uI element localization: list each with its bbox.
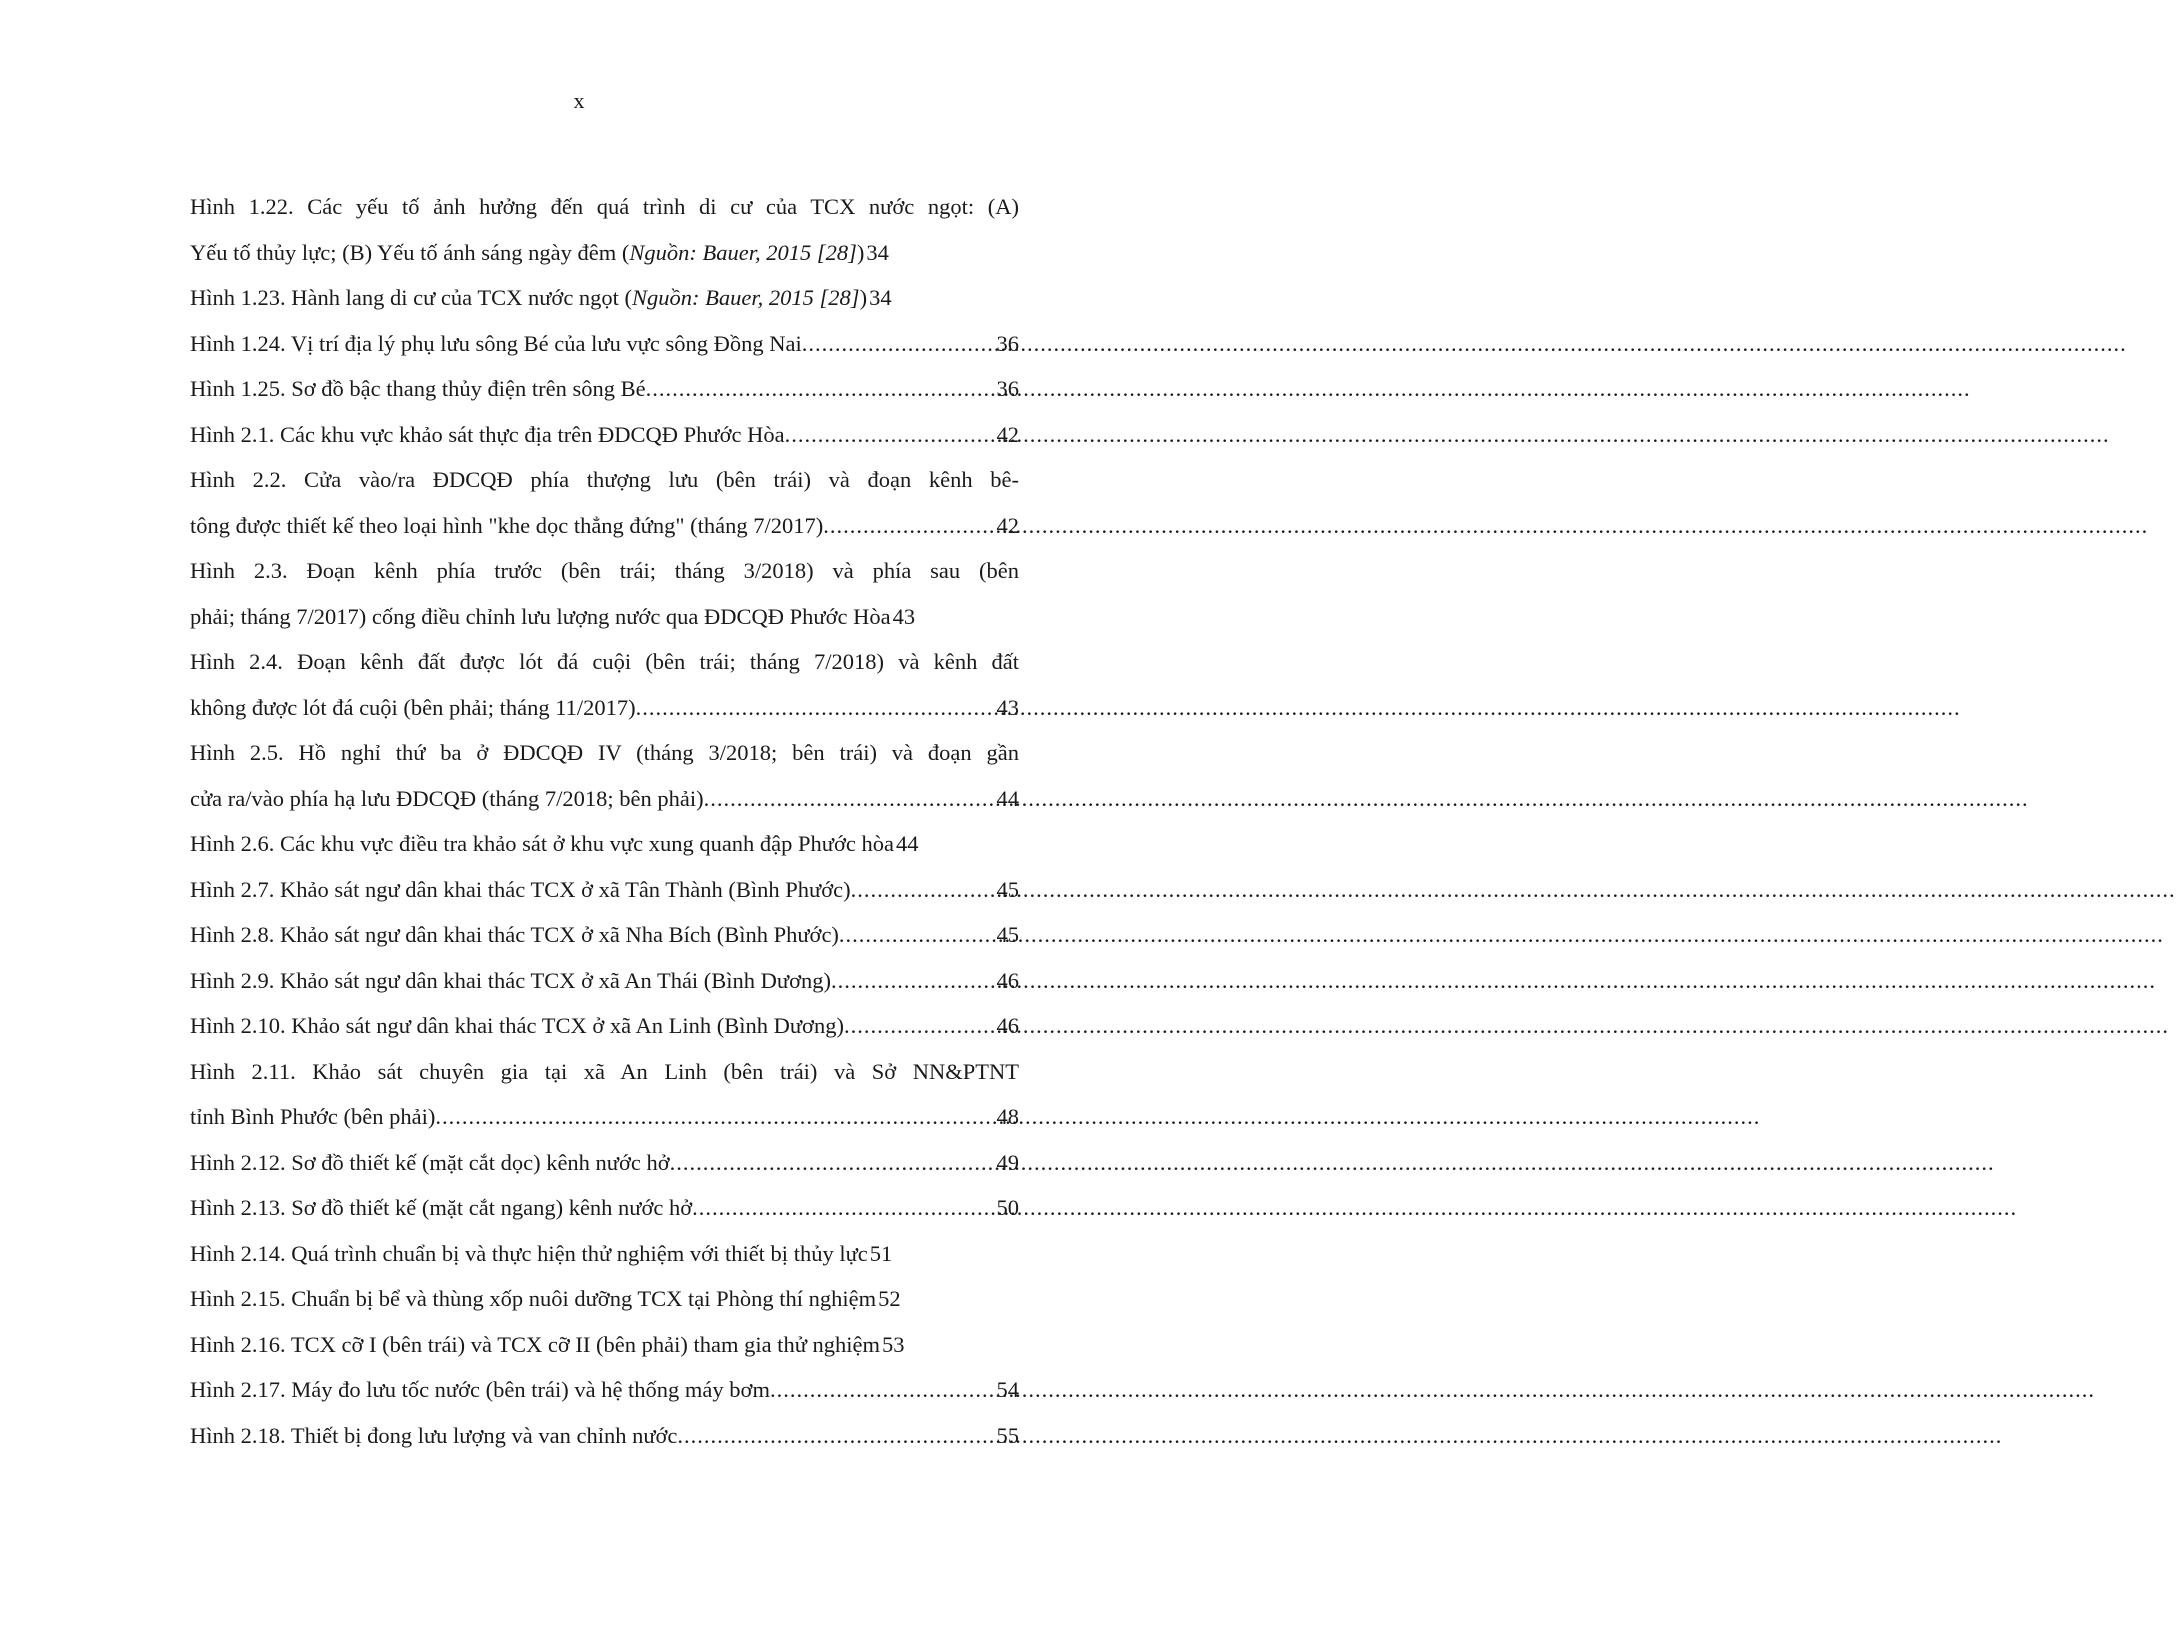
toc-entry[interactable] [190, 958, 1019, 1004]
entry-line: Yếu tố thủy lực; (B) Yếu tố ánh sáng ngày đêm (Nguồn: Bauer, 2015 [28]) 34 [190, 230, 1019, 276]
entry-title: Hình 2.15. Chuẩn bị bể và thùng xốp nuôi dưỡng TCX tại Phòng thí nghiệm [190, 1286, 877, 1311]
toc-entry[interactable] [190, 1003, 1019, 1049]
toc-entry[interactable] [190, 1231, 1019, 1277]
entry-line: Hình 2.3. Đoạn kênh phía trước (bên trái; tháng 3/2018) và phía sau (bên [190, 558, 1019, 583]
entry-title: Hình 1.24. Vị trí địa lý phụ lưu sông Bé của lưu vực sông Đồng Nai [190, 330, 802, 356]
page-ref: 52 [878, 1286, 901, 1311]
entry-line: Hình 2.4. Đoạn kênh đất được lót đá cuội (bên trái; tháng 7/2018) và kênh đất [190, 649, 1019, 674]
toc-entry[interactable] [190, 730, 1019, 821]
toc-entry[interactable] [190, 1185, 1019, 1231]
entry-title: Hình 2.9. Khảo sát ngư dân khai thác TCX ở xã An Thái (Bình Dương) [190, 967, 832, 993]
toc-entry[interactable] [190, 184, 1019, 275]
entry-title: Hình 2.12. Sơ đồ thiết kế (mặt cắt dọc) kênh nước hở [190, 1149, 670, 1175]
entry-line: cửa ra/vào phía hạ lưu ĐDCQĐ (tháng 7/2018; bên phải) ..... 44 [190, 776, 1019, 822]
page-ref: 46 [996, 1013, 1019, 1038]
entry-line: Hình 2.2. Cửa vào/ra ĐDCQĐ phía thượng lưu (bên trái) và đoạn kênh bê- [190, 467, 1019, 492]
entry-title: Hình 2.1. Các khu vực khảo sát thực địa trên ĐDCQĐ Phước Hòa [190, 421, 785, 447]
entry-line: phải; tháng 7/2017) cống điều chỉnh lưu lượng nước qua ĐDCQĐ Phước Hòa 43 [190, 594, 1019, 640]
source-citation: Nguồn: Bauer, 2015 [28] [632, 285, 860, 310]
entry-title: Hình 2.10. Khảo sát ngư dân khai thác TCX ở xã An Linh (Bình Dương) [190, 1013, 844, 1038]
entry-title: Hình 2.8. Khảo sát ngư dân khai thác TCX ở xã Nha Bích (Bình Phước) [190, 922, 839, 947]
page-ref: 49 [996, 1149, 1019, 1175]
entry-line: Hình 2.5. Hồ nghỉ thứ ba ở ĐDCQĐ IV (tháng 3/2018; bên trái) và đoạn gần [190, 740, 1019, 765]
toc-entry[interactable] [190, 457, 1019, 548]
entry-line: không được lót đá cuội (bên phải; tháng 11/2017) ..... 43 [190, 685, 1019, 731]
entry-title: Hình 2.14. Quá trình chuẩn bị và thực hiện thử nghiệm với thiết bị thủy lực [190, 1240, 868, 1266]
entry-title: Hình 2.6. Các khu vực điều tra khảo sát ở khu vực xung quanh đập Phước hòa [190, 831, 894, 856]
entry-line: Hình 1.22. Các yếu tố ảnh hưởng đến quá trình di cư của TCX nước ngọt: (A) [190, 194, 1019, 219]
page-ref: 53 [882, 1331, 905, 1357]
page-ref: 54 [996, 1377, 1019, 1402]
entry-title: Hình 1.25. Sơ đồ bậc thang thủy điện trên sông Bé [190, 376, 646, 401]
page-ref: 45 [996, 876, 1019, 902]
toc-entry[interactable] [190, 912, 1019, 958]
page-ref: 48 [996, 1104, 1019, 1129]
toc-entry[interactable] [190, 1049, 1019, 1140]
page-ref: 44 [896, 831, 919, 856]
toc-entry[interactable] [190, 548, 1019, 639]
source-citation: Nguồn: Bauer, 2015 [28] [629, 239, 857, 265]
page-ref: 50 [996, 1195, 1019, 1220]
page-ref: 34 [869, 285, 892, 310]
page-ref: 36 [996, 376, 1019, 401]
page-ref: 34 [866, 239, 889, 265]
toc-entry[interactable] [190, 321, 1019, 367]
entry-title: Hình 2.18. Thiết bị đong lưu lượng và van chỉnh nước [190, 1422, 678, 1448]
toc-entry[interactable]: Hình 1.23. Hành lang di cư của TCX nước ngọt (Nguồn: Bauer, 2015 [28]) 34 [190, 275, 1019, 321]
toc-entry[interactable] [190, 1322, 1019, 1368]
entry-title: Hình 2.17. Máy đo lưu tốc nước (bên trái) và hệ thống máy bơm [190, 1377, 770, 1402]
toc-entry[interactable] [190, 366, 1019, 412]
toc-entry[interactable] [190, 412, 1019, 458]
list-of-figures [190, 184, 1019, 1458]
toc-entry[interactable] [190, 867, 1019, 913]
page-ref: 43 [892, 603, 916, 629]
entry-line: Hình 2.11. Khảo sát chuyên gia tại xã An Linh (bên trái) và Sở NN&PTNT [190, 1058, 1019, 1084]
entry-line: tỉnh Bình Phước (bên phải) ..... 48 [190, 1094, 1019, 1140]
page-ref: 51 [869, 1240, 893, 1266]
toc-entry[interactable] [190, 1276, 1019, 1322]
page-ref: 44 [996, 785, 1019, 811]
page-ref: 46 [996, 967, 1019, 993]
page-ref: 55 [996, 1422, 1019, 1448]
toc-entry[interactable] [190, 821, 1019, 867]
entry-line: tông được thiết kế theo loại hình "khe dọc thẳng đứng" (tháng 7/2017) ..... 42 [190, 503, 1019, 549]
page-ref: 36 [996, 330, 1019, 356]
entry-title: Hình 2.13. Sơ đồ thiết kế (mặt cắt ngang) kênh nước hở [190, 1195, 693, 1220]
page-number: x [573, 88, 585, 113]
toc-entry[interactable] [190, 639, 1019, 730]
toc-entry[interactable] [190, 1140, 1019, 1186]
entry-title: Hình 2.16. TCX cỡ I (bên trái) và TCX cỡ II (bên phải) tham gia thử nghiệm [190, 1331, 880, 1357]
entry-title: Hình 2.7. Khảo sát ngư dân khai thác TCX ở xã Tân Thành (Bình Phước) [190, 876, 851, 902]
toc-entry[interactable] [190, 1367, 1019, 1413]
page-ref: 43 [996, 694, 1019, 720]
page-ref: 42 [996, 512, 1019, 538]
page-ref: 42 [996, 421, 1019, 447]
toc-entry[interactable] [190, 1413, 1019, 1459]
page-ref: 45 [996, 922, 1019, 947]
